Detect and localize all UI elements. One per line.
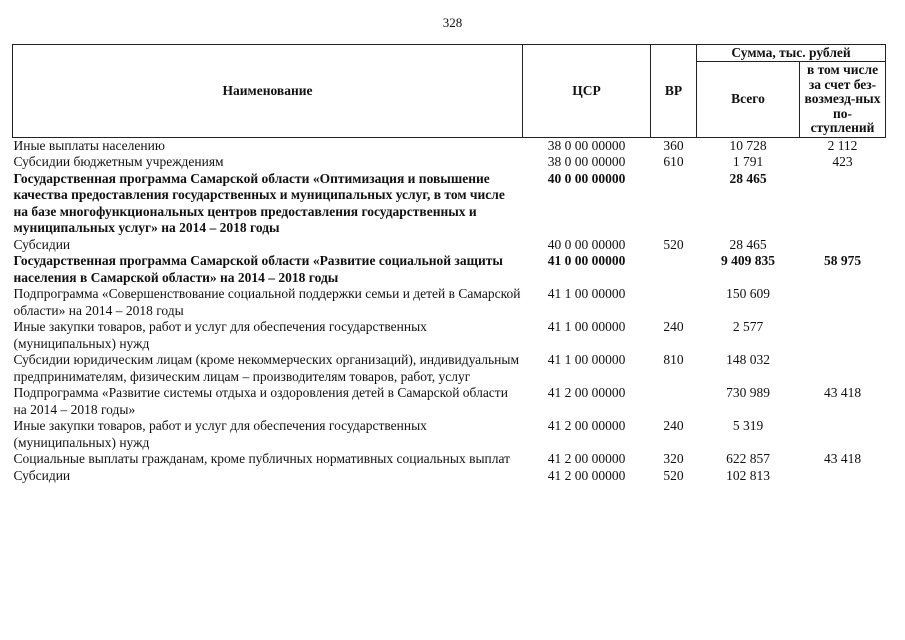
table-row [13,154,886,171]
row-name: Иные закупки товаров, работ и услуг для обеспечения государственных (муниципальных) нужд [13,418,427,450]
row-total: 730 989 [726,385,770,400]
row-name: Субсидии [13,236,71,252]
row-name: Субсидии бюджетным учреждениям [13,154,224,169]
row-total: 28 465 [729,170,767,186]
row-free: 2 112 [827,137,858,153]
row-name: Субсидии [13,467,71,483]
row-name: Государственная программа Самарской области «Развитие социальной защиты населения в Самарской области» на 2014 – 2018 годы [13,253,503,285]
header-sum: Сумма, тыс. рублей [697,45,886,62]
row-name: Подпрограмма «Развитие системы отдыха и оздоровления детей в Самарской области на 2014 – 2018 годы» [13,385,508,417]
row-name: Подпрограмма «Совершенствование социальной поддержки семьи и детей в Самарской области» на 2014 – 2018 годы [13,286,521,318]
row-total: 28 465 [729,236,767,252]
row-total: 148 032 [726,352,770,367]
row-name: Иные закупки товаров, работ и услуг для обеспечения государственных (муниципальных) нужд [13,319,427,351]
row-free [800,171,886,237]
row-total: 2 577 [732,319,764,334]
table-body [13,137,886,484]
row-total: 5 319 [732,418,764,433]
row-vr: 240 [663,319,684,334]
row-vr: 520 [663,236,684,252]
row-csr: 41 1 00 00000 [547,352,626,367]
table-header [13,45,886,138]
row-free: 43 418 [823,385,862,400]
row-csr: 41 2 00 00000 [547,385,626,400]
row-csr: 41 1 00 00000 [547,286,626,301]
row-total: 150 609 [726,286,770,301]
row-vr [651,286,697,319]
row-vr [651,253,697,286]
row-csr: 40 0 00 00000 [547,170,626,186]
table-row [13,237,886,254]
row-csr: 40 0 00 00000 [547,236,626,252]
row-vr [651,385,697,418]
table-row [13,385,886,418]
row-vr: 520 [663,467,684,483]
table-row [13,468,886,485]
row-name: Социальные выплаты гражданам, кроме публичных нормативных социальных выплат [13,451,511,466]
table-row [13,137,886,154]
row-free [800,352,886,385]
header-csr: ЦСР [523,45,651,138]
row-vr [651,171,697,237]
row-free [800,418,886,451]
row-total: 9 409 835 [721,253,775,268]
row-name: Государственная программа Самарской области «Оптимизация и повышение качества предоставления государственных и муниципальных услуг, в том числе на базе многофункциональных центров предоставления государственных и муниципальных услуг» на 2014 – 2018 годы [13,170,505,235]
table-row [13,319,886,352]
row-vr: 610 [663,154,684,169]
table-row [13,418,886,451]
row-csr: 41 2 00 00000 [547,451,626,466]
row-csr: 38 0 00 00000 [547,154,626,169]
row-free: 43 418 [823,451,862,466]
row-name: Субсидии юридическим лицам (кроме некоммерческих организаций), индивидуальным предпринимателям, физическим лицам – производителям товаров, работ, услуг [13,352,520,384]
row-csr: 41 1 00 00000 [547,319,626,334]
table-row-program [13,253,886,286]
row-total: 622 857 [726,451,770,466]
header-total: Всего [697,62,800,138]
row-name: Иные выплаты населению [13,137,165,153]
row-total: 102 813 [726,467,770,483]
table-row-program [13,171,886,237]
table-row [13,352,886,385]
row-csr: 41 2 00 00000 [547,418,626,433]
header-vr: ВР [651,45,697,138]
page-number: 328 [442,15,463,30]
row-vr: 240 [663,418,684,433]
row-vr: 320 [663,451,684,466]
row-total: 10 728 [729,137,767,153]
row-total: 1 791 [732,154,764,169]
row-vr: 360 [663,137,684,153]
row-free [800,468,886,485]
budget-table [12,44,886,484]
row-free [800,319,886,352]
row-free [800,237,886,254]
row-csr: 41 2 00 00000 [547,467,626,483]
row-vr: 810 [663,352,684,367]
row-free [800,286,886,319]
table-row [13,286,886,319]
row-free: 58 975 [823,253,862,268]
table-row [13,451,886,468]
row-free: 423 [832,154,853,169]
row-csr: 38 0 00 00000 [547,137,626,153]
row-csr: 41 0 00 00000 [547,253,626,268]
header-free: в том числе за счет без-возмезд-ных по-ступлений [800,62,886,138]
header-name: Наименование [13,45,523,138]
